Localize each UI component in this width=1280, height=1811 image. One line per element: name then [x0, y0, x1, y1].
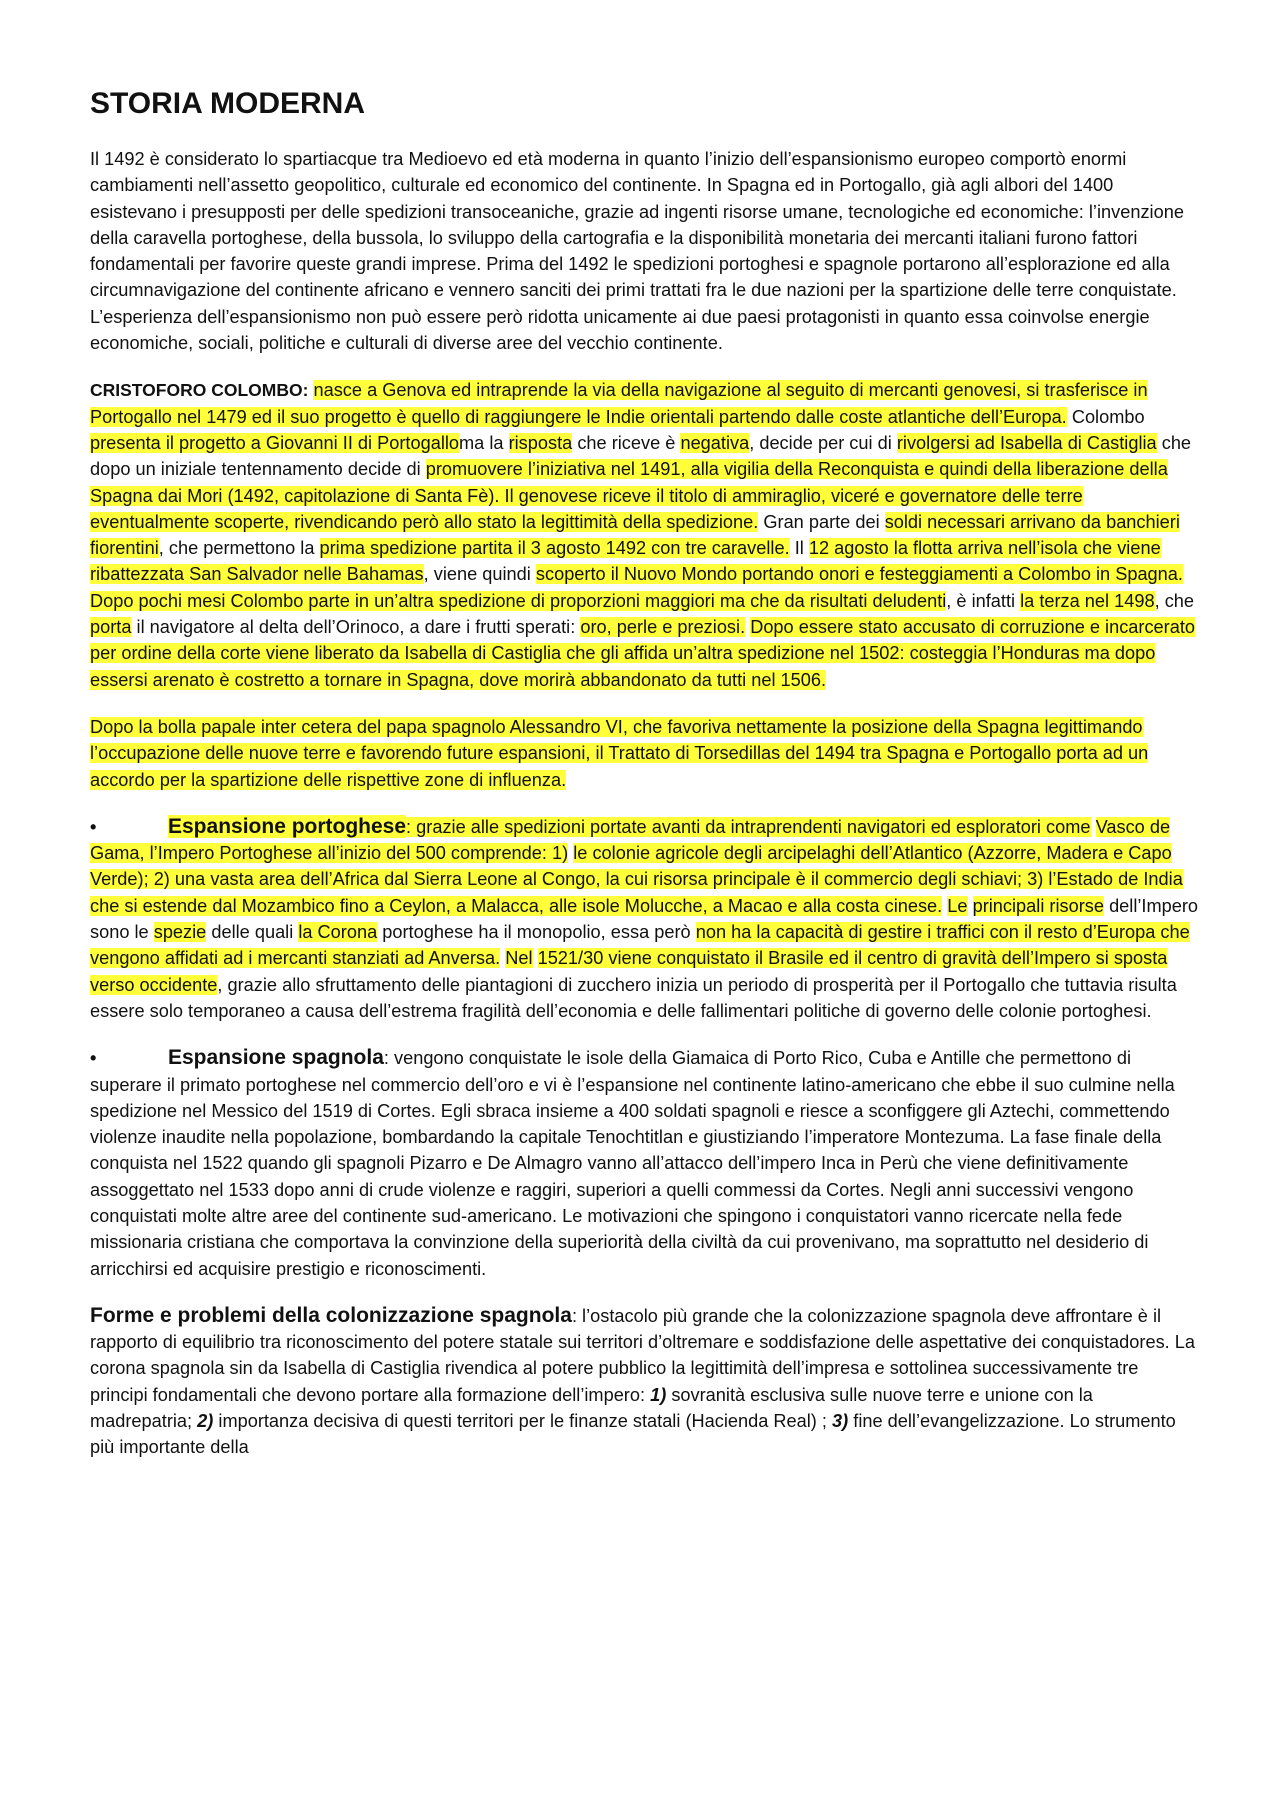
highlight: spezie [153, 922, 207, 943]
portoghese-paragraph [90, 814, 1200, 1024]
highlight: scoperto il Nuovo Mondo portando onori e festeggiamenti a Colombo in Spagna. [535, 564, 1183, 585]
bullet-icon: • [90, 1048, 97, 1069]
highlight: le colonie agricole degli arcipelaghi dell’Atlantico (Azzorre, Madera e Capo Verde); 2) una vasta area dell’Africa dal Sierra Leone al Congo, la cui risorsa principale è il commercio degli schiavi; 3) l’Estado de India che si estende dal Mozambico fino a Ceylon, a Malacca, alle isole Molucche, a Macao e alla costa cinese. [90, 843, 1183, 916]
list-number: 2) [197, 1411, 214, 1432]
text-run: , che permettono la [158, 538, 315, 559]
text-run: che dopo un iniziale tentennamento decide di [90, 432, 1192, 480]
text-run: , grazie allo sfruttamento delle piantagioni di zucchero inizia un periodo di prosperità per il Portogallo che tuttavia risulta essere solo temporaneo a causa dell’estrema fragilità dell’economia e delle fallimentari politiche di governo delle colonie portoghesi. [90, 974, 1177, 1021]
colombo-paragraph [90, 377, 1200, 693]
text-run: che riceve è [577, 432, 676, 453]
text-run: fine dell’evangelizzazione. Lo strumento più importante della [90, 1411, 1176, 1458]
highlight: presenta il progetto a Giovanni II di Portogallo [90, 432, 460, 453]
text-run: Gran parte dei [763, 511, 880, 532]
forme-paragraph [90, 1303, 1200, 1461]
text-run: ma la [459, 432, 504, 453]
highlight: risposta [508, 432, 573, 453]
highlight: 1521/30 viene conquistato il Brasile ed il centro di gravità dell’Impero si sposta verso occidente [90, 948, 1168, 995]
highlight: non ha la capacità di gestire i traffici con il resto d’Europa che vengono affidati ad i mercanti stanziati ad Anversa. [90, 922, 1190, 969]
highlight: la Corona [298, 922, 378, 943]
section-title-portoghese: Espansione portoghese [168, 814, 407, 838]
highlight: Dopo la bolla papale inter cetera del papa spagnolo Alessandro VI, che favoriva nettamente la posizione della Spagna legittimando l’occupazione delle nuove terre e favorendo future espansioni, il Trattato di Torsedillas del 1494 tra Spagna e Portogallo porta ad un accordo per la spartizione delle rispettive zone di influenza. [90, 716, 1149, 790]
highlight: Le [947, 895, 968, 916]
highlight: soldi necessari arrivano da banchieri fiorentini [90, 511, 1180, 559]
text-run: Colombo [1071, 406, 1145, 427]
highlight: rivolgersi ad Isabella di Castiglia [896, 432, 1157, 453]
intro-paragraph: Il 1492 è considerato lo spartiacque tra Medioevo ed età moderna in quanto l’inizio dell’espansionismo europeo comportò enormi cambiamenti nell’assetto geopolitico, culturale ed economico del continente. In Spagna ed in Portogallo, già agli albori del 1400 esistevano i presupposti per delle spedizioni transoceaniche, grazie ad ingenti risorse umane, tecnologiche ed economiche: l’invenzione della caravella portoghese, della bussola, lo sviluppo della cartografia e la disponibilità monetaria dei mercanti italiani furono fattori fondamentali per favorire queste grandi imprese. Prima del 1492 le spedizioni portoghesi e spagnole portarono all’esplorazione ed alla circumnavigazione del continente africano e vennero sanciti dei primi trattati fra le due nazioni per la spartizione delle terre conquistate. L’esperienza dell’espansionismo non può essere però ridotta unicamente ai due paesi protagonisti in quanto essa coinvolse energie economiche, sociali, politiche e culturali di diverse aree del vecchio continente. [90, 149, 1184, 354]
list-number: 3) [832, 1411, 849, 1432]
bullet-icon: • [90, 816, 97, 837]
highlight: oro, perle e preziosi. [580, 617, 746, 638]
highlight: : grazie alle spedizioni portate avanti da intraprendenti navigatori ed esploratori come [406, 816, 1091, 837]
list-number: 1) [650, 1384, 667, 1405]
page-title: STORIA MODERNA [90, 87, 366, 120]
text-run: delle quali [211, 922, 294, 943]
highlight: nasce a Genova ed intraprende la via della navigazione al seguito di mercanti genovesi, si trasferisce in Portogallo nel 1479 ed il suo progetto è quello di raggiungere le Indie orientali partendo dalle coste atlantiche dell’Europa. [90, 380, 1148, 427]
highlight: 12 agosto la flotta arriva nell’isola che viene ribattezzata San Salvador nelle Bahamas [90, 538, 1161, 585]
colombo-label: CRISTOFORO COLOMBO: [90, 380, 309, 401]
text-run: : l’ostacolo più grande che la colonizzazione spagnola deve affrontare è il rapporto di equilibrio tra riconoscimento del potere statale sui territori d’oltremare e soddisfazione delle aspettative dei conquistadores. La corona spagnola sin da Isabella di Castiglia rivendica al potere pubblico la legittimità dell’impresa e sottolinea successivamente tre principi fondamentali che devono portare alla formazione dell’impero: [90, 1305, 1195, 1405]
highlight: Dopo essere stato accusato di corruzione e incarcerato per ordine della corte viene liberato da Isabella di Castiglia che gli affida un’altra spedizione nel 1502: costeggia l’Honduras ma dopo essersi arenato è costretto a tornare in Spagna, dove morirà abbandonato da tutti nel 1506. [90, 617, 1196, 690]
highlight: Dopo pochi mesi Colombo parte in un’altra spedizione di proporzioni maggiori ma che da risultati deludenti [90, 590, 947, 611]
section-title-spagnola: Espansione spagnola [168, 1046, 384, 1070]
section-title-forme: Forme e problemi della colonizzazione spagnola [90, 1303, 572, 1327]
highlight: Nel [505, 948, 533, 969]
bolla-paragraph [90, 714, 1200, 793]
text-run: Il [794, 538, 804, 559]
text-run: dell’Impero sono le [90, 895, 1199, 943]
highlight: prima spedizione partita il 3 agosto 1492 con tre caravelle. [319, 538, 790, 559]
text-run: , viene quindi [423, 564, 531, 585]
text-run: il navigatore al delta dell’Orinoco, a dare i frutti sperati: [136, 617, 576, 638]
highlight: negativa [680, 432, 750, 453]
highlight: porta [90, 617, 132, 638]
document-page [90, 86, 1200, 1482]
spagnola-paragraph [90, 1045, 1200, 1282]
highlight: la terza nel 1498 [1020, 590, 1155, 611]
text-run: , decide per cui di [749, 432, 892, 453]
highlight: Vasco de Gama, l’Impero Portoghese all’inizio del 500 comprende: 1) [90, 816, 1171, 864]
text-run: importanza decisiva di questi territori per le finanze statali (Hacienda Real) ; [218, 1411, 827, 1432]
text-run: portoghese ha il monopolio, essa però [382, 922, 691, 943]
text-run: sovranità esclusiva sulle nuove terre e unione con la madrepatria; [90, 1384, 1093, 1432]
text-run: , che [1154, 590, 1195, 611]
highlight: principali risorse [972, 895, 1104, 916]
text-run: , è infatti [946, 590, 1016, 611]
text-run: : vengono conquistate le isole della Giamaica di Porto Rico, Cuba e Antille che permettono di superare il primato portoghese nel commercio dell’oro e vi è l’espansione nel continente latino-americano che ebbe il suo culmine nella spedizione nel Messico del 1519 di Cortes. Egli sbraca insieme a 400 soldati spagnoli e riesce a sconfiggere gli Aztechi, commettendo violenze inaudite nella popolazione, bombardando la capitale Tenochtitlan e giustiziando l’imperatore Montezuma. La fase finale della conquista nel 1522 quando gli spagnoli Pizarro e De Almagro vanno all’attacco dell’impero Inca in Perù che viene definitivamente assoggettato nel 1533 dopo anni di crude violenze e raggiri, superiori a quelli commessi da Cortes. Negli anni successivi vengono conquistati molte altre aree del continente sud-americano. Le motivazioni che spingono i conquistatori vanno ricercate nella fede missionaria cristiana che comportava la convinzione della superiorità della civiltà da cui provenivano, ma soprattutto nel desiderio di arricchirsi ed acquisire prestigio e riconoscimenti. [90, 1048, 1175, 1279]
highlight: promuovere l’iniziativa nel 1491, alla vigilia della Reconquista e quindi della liberazione della Spagna dai Mori (1492, capitolazione di Santa Fè). Il genovese riceve il titolo di ammiraglio, viceré e governatore delle terre eventualmente scoperte, rivendicando però allo stato la legittimità della spedizione. [90, 459, 1168, 532]
